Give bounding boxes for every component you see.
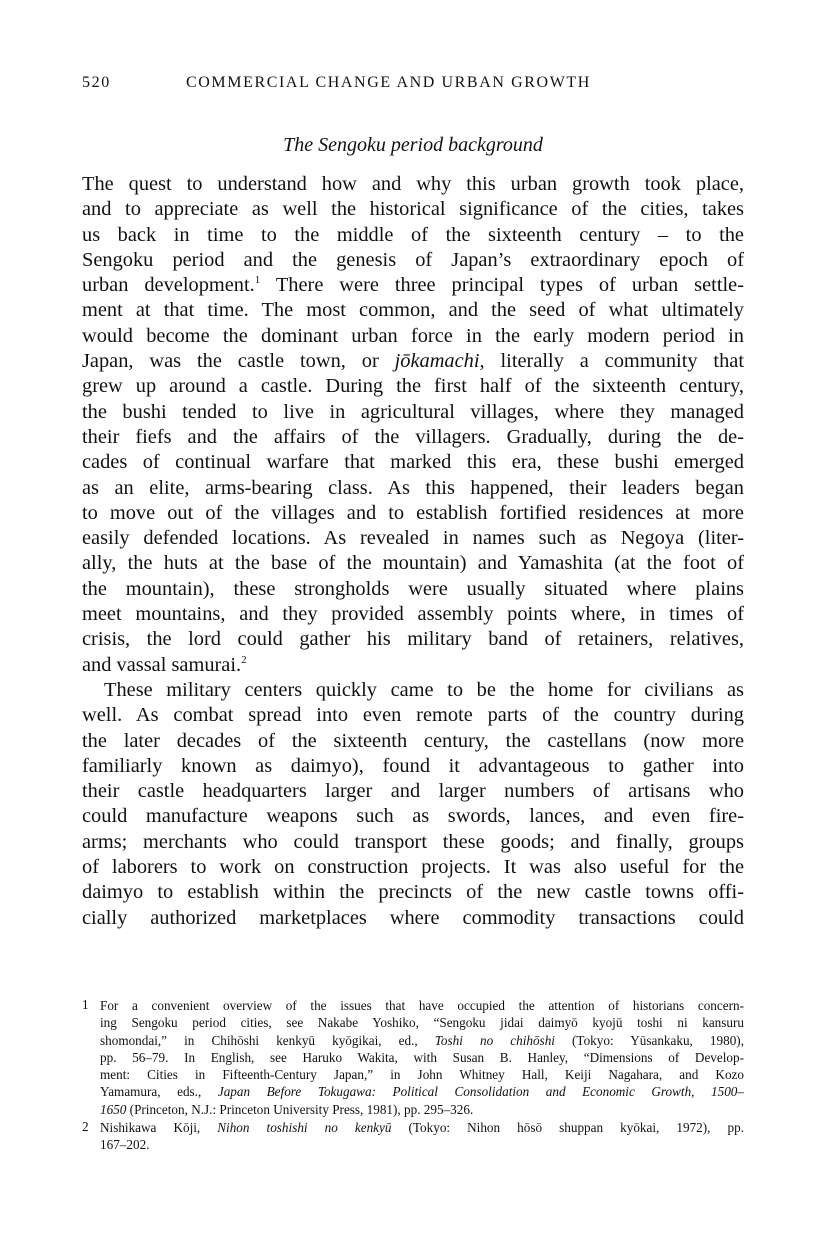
italic-title: Nihon toshishi no kenkyū — [217, 1120, 392, 1136]
text-line: us back in time to the middle of the sixteenth century – to the — [82, 223, 744, 246]
text-line: their fiefs and the affairs of the villagers. Gradually, during the de- — [82, 425, 744, 448]
running-head-title: COMMERCIAL CHANGE AND URBAN GROWTH — [186, 74, 591, 91]
footnote-number: 1 — [82, 997, 89, 1012]
text-line — [82, 349, 744, 374]
text-line: would become the dominant urban force in the early modern period in — [82, 324, 744, 347]
text-line — [82, 273, 744, 298]
text-run: (Princeton, N.J.: Princeton University Press, 1981), pp. 295–326. — [126, 1101, 474, 1117]
italic-title: Japan Before Tokugawa: Political Consolidation and Economic Growth, 1500– — [217, 1084, 744, 1100]
footnote-line: pp. 56–79. In English, see Haruko Wakita, with Susan B. Hanley, “Dimensions of Develop- — [100, 1049, 744, 1065]
italic-title: Toshi no chihōshi — [434, 1032, 555, 1048]
text-run: Yamamura, eds., — [100, 1084, 218, 1100]
section-heading: The Sengoku period background — [283, 134, 543, 156]
paragraph — [82, 172, 744, 678]
footnote-line: 167–202. — [100, 1137, 150, 1153]
text-line: to move out of the villages and to establish fortified residences at more — [82, 501, 744, 524]
text-line: ally, the huts at the base of the mountain) and Yamashita (at the foot of — [82, 552, 744, 575]
text-line: and to appreciate as well the historical significance of the cities, takes — [82, 198, 744, 221]
text-line: The quest to understand how and why this urban growth took place, — [82, 173, 744, 195]
italic-term: jōkamachi, — [394, 350, 485, 373]
text-line: could manufacture weapons such as swords, lances, and even fire- — [82, 805, 744, 828]
text-line: cially authorized marketplaces where commodity transactions could — [82, 906, 744, 929]
footnote-1 — [82, 997, 744, 1118]
footnote-number: 2 — [82, 1119, 89, 1135]
text-line: the mountain), these strongholds were usually situated where plains — [82, 577, 744, 600]
footnote-line: ing Sengoku period cities, see Nakabe Yoshiko, “Sengoku jidai daimyō kyojū toshi ni kansuru — [100, 1015, 744, 1031]
footnote-line — [100, 1101, 744, 1118]
footnote-line: ment: Cities in Fifteenth-Century Japan,” in John Whitney Hall, Keiji Nagahara, and Kozo — [100, 1067, 744, 1083]
text-line: crisis, the lord could gather his military band of retainers, relatives, — [82, 628, 744, 651]
text-line: daimyo to establish within the precincts of the new castle towns offi- — [82, 881, 744, 904]
text-run: shomondai,” in Chihōshi kenkyū kyōgikai, ed., — [100, 1032, 435, 1048]
running-header — [82, 74, 744, 96]
text-line: meet mountains, and they provided assembly points where, in times of — [82, 603, 744, 626]
footnote-ref-1[interactable]: 1 — [254, 274, 261, 287]
text-run: and vassal samurai. — [82, 653, 242, 676]
footnote-2 — [82, 1119, 744, 1154]
text-line — [82, 653, 744, 678]
text-run: (Tokyo: Nihon hōsō shuppan kyōkai, 1972), pp. — [391, 1120, 744, 1136]
text-line: their castle headquarters larger and larger numbers of artisans who — [82, 780, 744, 803]
text-line: arms; merchants who could transport these goods; and finally, groups — [82, 830, 744, 853]
text-line: as an elite, arms-bearing class. As this happened, their leaders began — [82, 476, 744, 499]
text-line: of laborers to work on construction projects. It was also useful for the — [82, 856, 744, 879]
text-line: ment at that time. The most common, and the seed of what ultimately — [82, 299, 744, 322]
footnote-line — [100, 1083, 744, 1100]
text-line: familiarly known as daimyo), found it advantageous to gather into — [82, 754, 744, 777]
paragraph — [82, 678, 744, 931]
footnote-ref-2[interactable]: 2 — [241, 653, 247, 666]
footnote-line: For a convenient overview of the issues that have occupied the attention of historians concern- — [100, 998, 744, 1013]
text-run: Nishikawa Kōji, — [100, 1120, 218, 1136]
footnotes — [82, 997, 744, 1154]
page-number: 520 — [82, 74, 111, 91]
text-line: grew up around a castle. During the first half of the sixteenth century, — [82, 375, 744, 398]
text-line: cades of continual warfare that marked this era, these bushi emerged — [82, 451, 744, 474]
text-line: the bushi tended to live in agricultural villages, where they managed — [82, 400, 744, 423]
text-line: well. As combat spread into even remote parts of the country during — [82, 704, 744, 727]
italic-title: 1650 — [100, 1101, 127, 1117]
text-run: urban development. — [82, 274, 255, 297]
text-line: easily defended locations. As revealed in names such as Negoya (liter- — [82, 527, 744, 550]
text-run: literally a community that — [484, 350, 745, 373]
body-text — [82, 172, 744, 931]
text-line: These military centers quickly came to be the home for civilians as — [104, 678, 744, 701]
text-run: (Tokyo: Yūsankaku, 1980), — [554, 1032, 744, 1048]
text-line: the later decades of the sixteenth century, the castellans (now more — [82, 729, 744, 752]
text-run: There were three principal types of urban settle- — [260, 274, 744, 297]
footnote-line — [100, 1119, 744, 1136]
text-line: Sengoku period and the genesis of Japan’s extraordinary epoch of — [82, 248, 744, 271]
footnote-line — [100, 1032, 744, 1049]
text-run: Japan, was the castle town, or — [82, 350, 395, 373]
